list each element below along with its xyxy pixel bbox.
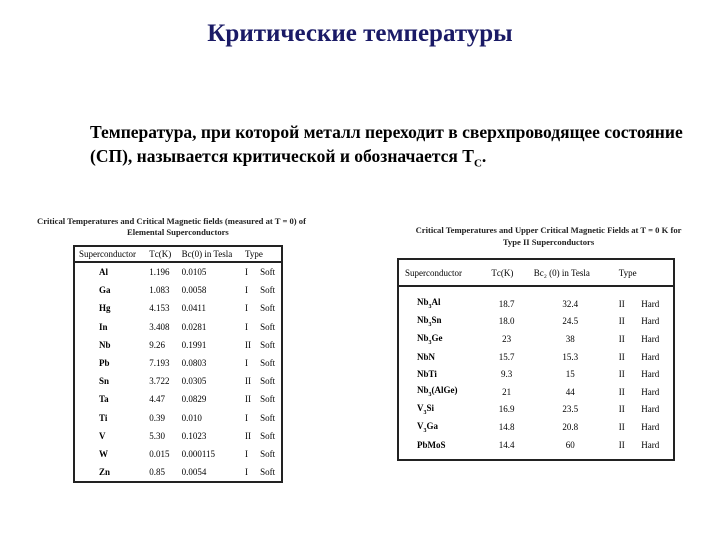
- table-cell: Soft: [260, 303, 276, 314]
- table2-header-row: [398, 259, 674, 286]
- table1-body: [74, 262, 282, 482]
- table-row: [74, 299, 282, 317]
- table-cell: Hard: [641, 298, 660, 309]
- table-cell: II: [618, 351, 625, 362]
- compound-name: [398, 286, 485, 313]
- compound-suffix: (AlGe): [431, 385, 458, 396]
- table-cell: 0.0803: [181, 358, 207, 369]
- compound-prefix: NbTi: [417, 369, 437, 380]
- table-cell: Hard: [641, 386, 660, 397]
- table-row: [398, 401, 674, 419]
- table-cell: II: [618, 316, 625, 327]
- table-cell: 4.153: [149, 303, 170, 314]
- table-cell: Soft: [260, 448, 276, 459]
- table-cell: I: [244, 358, 248, 369]
- table-cell: Hard: [641, 421, 660, 432]
- compound-prefix: Nb: [417, 314, 429, 325]
- table-cell: Soft: [260, 412, 276, 423]
- table-cell: 1.196: [149, 267, 170, 278]
- compound-suffix: Sn: [431, 314, 442, 325]
- table-row: [398, 313, 674, 331]
- table-cell: II: [244, 376, 251, 387]
- table-cell: II: [618, 404, 625, 415]
- table-cell: 9.3: [500, 369, 513, 380]
- table-cell: 16.9: [498, 404, 515, 415]
- table-cell: 38: [565, 333, 575, 344]
- table-cell: 0.0305: [181, 376, 207, 387]
- table2-caption: [386, 224, 711, 248]
- table-cell: 0.000115: [181, 448, 216, 459]
- compound-name: [398, 330, 485, 348]
- table-cell: I: [244, 285, 248, 296]
- table-cell: 24.5: [562, 316, 579, 327]
- table-cell: Soft: [260, 430, 276, 441]
- table-cell: 0.0058: [181, 285, 207, 296]
- compound-prefix: PbMoS: [417, 439, 446, 450]
- table-cell: Hard: [641, 351, 660, 362]
- table-cell: 0.1023: [181, 430, 207, 441]
- table-cell: I: [244, 267, 248, 278]
- definition-paragraph: [90, 120, 700, 176]
- table-cell: 18.7: [498, 298, 515, 309]
- compound-name: [398, 348, 485, 366]
- table-cell: 0.39: [149, 412, 165, 423]
- table-cell: 5.30: [149, 430, 165, 441]
- table-cell: 0.0054: [181, 467, 207, 478]
- table-cell: Soft: [260, 285, 276, 296]
- table-row: [74, 318, 282, 336]
- table-cell: II: [244, 430, 251, 441]
- table-row: [398, 348, 674, 366]
- table-cell: 23: [502, 333, 512, 344]
- table-cell: II: [618, 386, 625, 397]
- table-cell: 4.47: [149, 394, 165, 405]
- table-row: [398, 436, 674, 461]
- table-row: [74, 372, 282, 390]
- table-cell: Soft: [260, 376, 276, 387]
- table-cell: Hg: [99, 303, 111, 314]
- compound-prefix: Nb: [417, 297, 429, 308]
- table-cell: Ga: [99, 285, 111, 296]
- table-cell: II: [618, 333, 625, 344]
- table-cell: Soft: [260, 358, 276, 369]
- compound-prefix: V: [417, 420, 424, 431]
- table1-header-row: [74, 246, 282, 262]
- compound-suffix: Al: [431, 297, 441, 308]
- table1-header: Tс(K): [145, 246, 177, 262]
- elemental-superconductors-table: [73, 245, 283, 483]
- table-cell: Ti: [99, 412, 108, 423]
- table-cell: Hard: [641, 369, 660, 380]
- compound-prefix: Nb: [417, 385, 429, 396]
- table-row: [398, 418, 674, 436]
- table-row: [398, 365, 674, 383]
- compound-prefix: NbN: [417, 351, 436, 362]
- table2-caption-line1: Critical Temperatures and Upper Critical Magnetic Fields at T = 0 K for: [415, 225, 682, 235]
- compound-suffix: Ga: [426, 420, 439, 431]
- table-cell: Soft: [260, 394, 276, 405]
- table-row: [74, 336, 282, 354]
- table-cell: Al: [99, 267, 108, 278]
- table1-caption-line1: Critical Temperatures and Critical Magnetic fields (measured at T = 0) of: [37, 216, 306, 226]
- table1-caption: [37, 216, 337, 238]
- table-cell: I: [244, 412, 248, 423]
- table-row: [398, 330, 674, 348]
- table-cell: W: [99, 448, 108, 459]
- compound-subscript: 3: [428, 321, 432, 328]
- table-cell: Soft: [260, 339, 276, 350]
- table-cell: Hard: [641, 439, 660, 450]
- table-cell: 15.3: [562, 351, 579, 362]
- table-cell: Hard: [641, 316, 660, 327]
- table1-header: Bс(0) in Tesla: [178, 246, 241, 262]
- slide-title: Критические температуры: [207, 20, 513, 47]
- table-row: [74, 427, 282, 445]
- table-row: [398, 286, 674, 313]
- table-cell: 0.010: [181, 412, 202, 423]
- table-cell: 0.0105: [181, 267, 207, 278]
- tc-subscript: C: [473, 157, 482, 170]
- table2-header: Tс(K): [485, 259, 527, 286]
- table-cell: 9.26: [149, 339, 165, 350]
- table2-header: Bс₂ (0) in Tesla: [528, 259, 613, 286]
- table1-header: Type: [241, 246, 282, 262]
- table-cell: I: [244, 321, 248, 332]
- table-cell: II: [244, 394, 251, 405]
- table-cell: 0.85: [149, 467, 165, 478]
- table-cell: 32.4: [562, 298, 579, 309]
- compound-suffix: Ge: [431, 332, 443, 343]
- table1-caption-line2: Elemental Superconductors: [127, 227, 229, 237]
- table-cell: 20.8: [562, 421, 579, 432]
- table-cell: Sn: [99, 376, 110, 387]
- compound-name: [398, 436, 485, 461]
- table-cell: 0.0281: [181, 321, 207, 332]
- table-cell: 14.8: [498, 421, 515, 432]
- table-cell: Soft: [260, 467, 276, 478]
- table-cell: Soft: [260, 321, 276, 332]
- table-cell: II: [618, 421, 625, 432]
- table-cell: Hard: [641, 404, 660, 415]
- compound-subscript: 3: [428, 392, 432, 399]
- compound-subscript: 3: [428, 339, 432, 346]
- compound-prefix: V: [417, 402, 424, 413]
- table-row: [398, 383, 674, 401]
- table-row: [74, 354, 282, 372]
- table-cell: Pb: [99, 358, 110, 369]
- table-cell: I: [244, 448, 248, 459]
- table-cell: 15: [565, 369, 575, 380]
- compound-name: [398, 383, 485, 401]
- table-cell: 23.5: [562, 404, 579, 415]
- table-cell: 3.722: [149, 376, 170, 387]
- compound-name: [398, 418, 485, 436]
- table-cell: Zn: [99, 467, 111, 478]
- table-cell: In: [99, 321, 108, 332]
- table-cell: Soft: [260, 267, 276, 278]
- type2-superconductors-table: [397, 258, 675, 461]
- compound-name: [398, 313, 485, 331]
- table-cell: 21: [502, 386, 512, 397]
- table2-body: [398, 286, 674, 460]
- table-cell: 60: [565, 439, 575, 450]
- table-cell: 7.193: [149, 358, 170, 369]
- table-cell: 18.0: [498, 316, 515, 327]
- table-cell: 14.4: [498, 439, 515, 450]
- table1-header: Superconductor: [74, 246, 145, 262]
- table-cell: Ta: [99, 394, 109, 405]
- table-cell: 3.408: [149, 321, 170, 332]
- table-row: [74, 262, 282, 281]
- table-row: [74, 409, 282, 427]
- table-cell: I: [244, 467, 248, 478]
- table-row: [74, 445, 282, 463]
- compound-name: [398, 401, 485, 419]
- compound-prefix: Nb: [417, 332, 429, 343]
- table-cell: II: [618, 298, 625, 309]
- table-row: [74, 463, 282, 482]
- compound-name: [398, 365, 485, 383]
- table-cell: II: [244, 339, 251, 350]
- table-cell: V: [99, 430, 106, 441]
- table-cell: 1.083: [149, 285, 170, 296]
- table-cell: 0.1991: [181, 339, 207, 350]
- table-cell: I: [244, 303, 248, 314]
- table-cell: Hard: [641, 333, 660, 344]
- table-cell: 44: [565, 386, 575, 397]
- definition-text: Температура, при которой металл переходит в сверхпроводящее состояние (СП), называется критической и обозначается T: [90, 122, 683, 166]
- table-cell: 0.0411: [181, 303, 207, 314]
- compound-suffix: Si: [426, 402, 435, 413]
- table-cell: II: [618, 439, 625, 450]
- compound-subscript: 3: [428, 304, 432, 311]
- table-row: [74, 390, 282, 408]
- table2-caption-line2: Type II Superconductors: [502, 237, 595, 247]
- table2-header: Superconductor: [398, 259, 485, 286]
- table-cell: Nb: [99, 339, 111, 350]
- table2-header: Type: [613, 259, 674, 286]
- definition-end: .: [481, 146, 487, 166]
- table-cell: II: [618, 369, 625, 380]
- table-cell: 15.7: [498, 351, 515, 362]
- compound-subscript: 3: [423, 427, 427, 434]
- table-cell: 0.015: [149, 448, 170, 459]
- table-row: [74, 281, 282, 299]
- table-cell: 0.0829: [181, 394, 207, 405]
- compound-subscript: 3: [423, 409, 427, 416]
